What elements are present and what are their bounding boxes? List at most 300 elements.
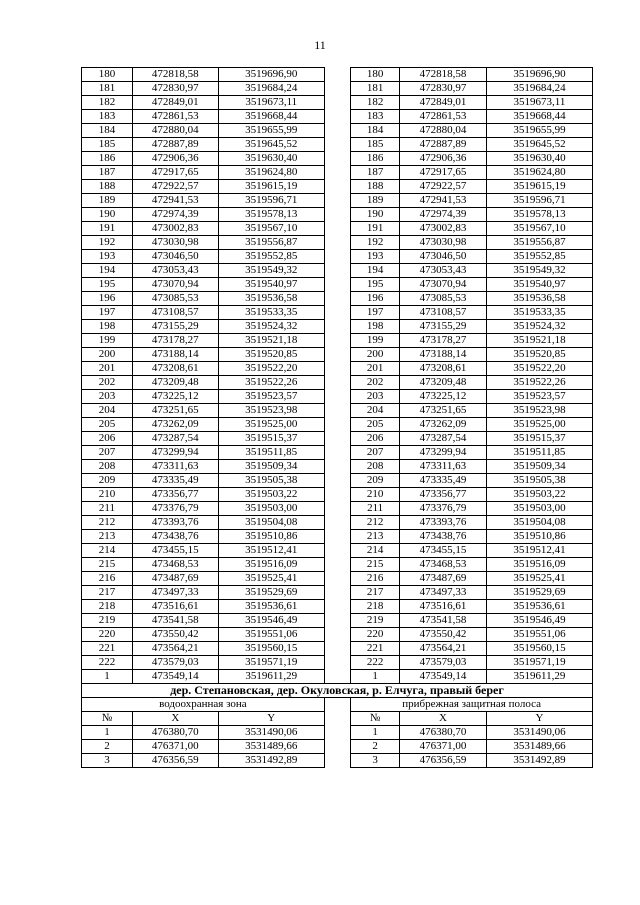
right-point-number: 186 <box>351 152 400 166</box>
right-x-coordinate: 473108,57 <box>400 306 487 320</box>
right-x-coordinate: 473393,76 <box>400 516 487 530</box>
left-point-number: 189 <box>82 194 133 208</box>
left-point-number: 184 <box>82 124 133 138</box>
table-row <box>82 572 593 586</box>
right-point-number: 221 <box>351 642 400 656</box>
left-point-number: 186 <box>82 152 133 166</box>
right-x-coordinate: 473030,98 <box>400 236 487 250</box>
right-point-number: 193 <box>351 250 400 264</box>
left-point-number: 215 <box>82 558 133 572</box>
table-row <box>82 460 593 474</box>
right-point-number: 198 <box>351 320 400 334</box>
right-y-coordinate: 3519536,58 <box>486 292 592 306</box>
column-gap <box>324 656 351 670</box>
right-point-number: 194 <box>351 264 400 278</box>
left-x-coordinate: 476380,70 <box>132 726 218 740</box>
right-x-coordinate: 473299,94 <box>400 446 487 460</box>
table-row <box>82 754 593 768</box>
table-row <box>82 600 593 614</box>
right-x-coordinate: 476371,00 <box>400 740 487 754</box>
left-point-number: 2 <box>82 740 133 754</box>
table-row <box>82 306 593 320</box>
left-point-number: 183 <box>82 110 133 124</box>
left-point-number: 221 <box>82 642 133 656</box>
right-y-coordinate: 3519512,41 <box>486 544 592 558</box>
right-y-coordinate: 3519540,97 <box>486 278 592 292</box>
right-point-number: 217 <box>351 586 400 600</box>
left-x-coordinate: 476356,59 <box>132 754 218 768</box>
left-x-coordinate: 473070,94 <box>132 278 218 292</box>
right-y-coordinate: 3519525,41 <box>486 572 592 586</box>
column-gap <box>324 82 351 96</box>
right-point-number: 213 <box>351 530 400 544</box>
right-point-number: 180 <box>351 68 400 82</box>
right-y-coordinate: 3519504,08 <box>486 516 592 530</box>
right-y-coordinate: 3519684,24 <box>486 82 592 96</box>
column-gap <box>324 292 351 306</box>
left-x-coordinate: 473311,63 <box>132 460 218 474</box>
left-x-coordinate: 473251,65 <box>132 404 218 418</box>
left-y-coordinate: 3519552,85 <box>218 250 324 264</box>
right-x-coordinate: 472941,53 <box>400 194 487 208</box>
column-gap <box>324 194 351 208</box>
right-x-coordinate: 472906,36 <box>400 152 487 166</box>
table-row <box>82 418 593 432</box>
right-y-coordinate: 3519523,98 <box>486 404 592 418</box>
right-x-coordinate: 473311,63 <box>400 460 487 474</box>
left-point-number: 219 <box>82 614 133 628</box>
right-x-coordinate: 472974,39 <box>400 208 487 222</box>
right-x-coordinate: 473188,14 <box>400 348 487 362</box>
right-x-coordinate: 473225,12 <box>400 390 487 404</box>
right-x-coordinate: 473155,29 <box>400 320 487 334</box>
right-y-coordinate: 3519511,85 <box>486 446 592 460</box>
left-point-number: 181 <box>82 82 133 96</box>
left-y-coordinate: 3519673,11 <box>218 96 324 110</box>
right-y-coordinate: 3519549,32 <box>486 264 592 278</box>
column-gap <box>324 264 351 278</box>
left-y-coordinate: 3519512,41 <box>218 544 324 558</box>
column-gap <box>324 362 351 376</box>
left-point-number: 206 <box>82 432 133 446</box>
right-x-coordinate: 472861,53 <box>400 110 487 124</box>
left-y-coordinate: 3519668,44 <box>218 110 324 124</box>
right-point-number: 204 <box>351 404 400 418</box>
table-row <box>82 558 593 572</box>
left-point-number: 194 <box>82 264 133 278</box>
left-x-coordinate: 473178,27 <box>132 334 218 348</box>
left-point-number: 192 <box>82 236 133 250</box>
right-y-coordinate: 3519645,52 <box>486 138 592 152</box>
left-x-coordinate: 473085,53 <box>132 292 218 306</box>
table-row <box>82 166 593 180</box>
left-y-coordinate: 3519684,24 <box>218 82 324 96</box>
right-x-coordinate: 473262,09 <box>400 418 487 432</box>
right-x-coordinate: 473516,61 <box>400 600 487 614</box>
left-x-coordinate: 473356,77 <box>132 488 218 502</box>
right-x-coordinate: 473487,69 <box>400 572 487 586</box>
right-x-coordinate: 472887,89 <box>400 138 487 152</box>
left-point-number: 200 <box>82 348 133 362</box>
left-point-number: 214 <box>82 544 133 558</box>
left-x-coordinate: 472818,58 <box>132 68 218 82</box>
left-x-coordinate: 473188,14 <box>132 348 218 362</box>
right-x-coordinate: 472880,04 <box>400 124 487 138</box>
right-x-coordinate: 473209,48 <box>400 376 487 390</box>
left-y-coordinate: 3519611,29 <box>218 670 324 684</box>
column-gap <box>324 250 351 264</box>
right-y-coordinate: 3519533,35 <box>486 306 592 320</box>
right-point-number: 188 <box>351 180 400 194</box>
column-gap <box>324 208 351 222</box>
left-point-number: 1 <box>82 670 133 684</box>
right-y-coordinate: 3519567,10 <box>486 222 592 236</box>
left-y-coordinate: 3531492,89 <box>218 754 324 768</box>
left-x-coordinate: 473393,76 <box>132 516 218 530</box>
right-x-coordinate: 473356,77 <box>400 488 487 502</box>
right-x-coordinate: 473335,49 <box>400 474 487 488</box>
right-y-coordinate: 3519524,32 <box>486 320 592 334</box>
right-y-coordinate: 3519668,44 <box>486 110 592 124</box>
left-x-coordinate: 473053,43 <box>132 264 218 278</box>
left-point-number: 213 <box>82 530 133 544</box>
right-point-number: 192 <box>351 236 400 250</box>
left-y-coordinate: 3519521,18 <box>218 334 324 348</box>
left-point-number: 3 <box>82 754 133 768</box>
table-row <box>82 446 593 460</box>
right-x-coordinate: 473550,42 <box>400 628 487 642</box>
left-x-coordinate: 472906,36 <box>132 152 218 166</box>
water-protection-zone-label: водоохранная зона <box>82 698 325 712</box>
column-gap <box>324 236 351 250</box>
table-row <box>82 628 593 642</box>
left-point-number: 210 <box>82 488 133 502</box>
right-point-number: 212 <box>351 516 400 530</box>
right-point-number: 183 <box>351 110 400 124</box>
left-y-coordinate: 3519696,90 <box>218 68 324 82</box>
table-row <box>82 544 593 558</box>
right-point-number: 209 <box>351 474 400 488</box>
right-y-coordinate: 3519696,90 <box>486 68 592 82</box>
right-point-number: 220 <box>351 628 400 642</box>
left-point-number: 191 <box>82 222 133 236</box>
right-x-coordinate: 472830,97 <box>400 82 487 96</box>
left-y-coordinate: 3519522,20 <box>218 362 324 376</box>
left-x-coordinate: 473455,15 <box>132 544 218 558</box>
right-point-number: 207 <box>351 446 400 460</box>
left-point-number: 1 <box>82 726 133 740</box>
right-point-number: 219 <box>351 614 400 628</box>
left-point-number: 188 <box>82 180 133 194</box>
table-row <box>82 222 593 236</box>
right-point-number: 215 <box>351 558 400 572</box>
left-y-coordinate: 3519540,97 <box>218 278 324 292</box>
column-gap <box>324 740 351 754</box>
right-point-number: 189 <box>351 194 400 208</box>
right-point-number: 210 <box>351 488 400 502</box>
right-y-coordinate: 3519521,18 <box>486 334 592 348</box>
left-point-number: 209 <box>82 474 133 488</box>
column-gap <box>324 698 351 712</box>
section-title: дер. Степановская, дер. Окуловская, р. Елчуга, правый берег <box>82 684 593 698</box>
right-point-number: 202 <box>351 376 400 390</box>
left-x-coordinate: 473335,49 <box>132 474 218 488</box>
right-y-coordinate: 3519503,22 <box>486 488 592 502</box>
table-row <box>82 642 593 656</box>
table-row <box>82 362 593 376</box>
right-y-coordinate: 3519515,37 <box>486 432 592 446</box>
right-y-coordinate: 3519655,99 <box>486 124 592 138</box>
left-x-coordinate: 473516,61 <box>132 600 218 614</box>
left-point-number: 193 <box>82 250 133 264</box>
column-gap <box>324 544 351 558</box>
left-point-number: 187 <box>82 166 133 180</box>
column-gap <box>324 180 351 194</box>
right-point-number: 196 <box>351 292 400 306</box>
table-row <box>82 390 593 404</box>
column-gap <box>324 754 351 768</box>
left-y-coordinate: 3519516,09 <box>218 558 324 572</box>
column-gap <box>324 460 351 474</box>
column-gap <box>324 600 351 614</box>
column-gap <box>324 222 351 236</box>
table-row <box>82 502 593 516</box>
right-y-coordinate: 3531489,66 <box>486 740 592 754</box>
right-x-coordinate: 473438,76 <box>400 530 487 544</box>
right-point-number: 200 <box>351 348 400 362</box>
header-x: X <box>132 712 218 726</box>
right-x-coordinate: 472849,01 <box>400 96 487 110</box>
right-y-coordinate: 3519615,19 <box>486 180 592 194</box>
right-y-coordinate: 3519509,34 <box>486 460 592 474</box>
right-x-coordinate: 473070,94 <box>400 278 487 292</box>
left-x-coordinate: 472887,89 <box>132 138 218 152</box>
left-x-coordinate: 473579,03 <box>132 656 218 670</box>
section-title-row <box>82 684 593 698</box>
right-x-coordinate: 473085,53 <box>400 292 487 306</box>
left-x-coordinate: 473155,29 <box>132 320 218 334</box>
right-point-number: 3 <box>351 754 400 768</box>
column-gap <box>324 320 351 334</box>
left-y-coordinate: 3519524,32 <box>218 320 324 334</box>
table-row <box>82 586 593 600</box>
column-gap <box>324 572 351 586</box>
table-row <box>82 348 593 362</box>
left-x-coordinate: 473497,33 <box>132 586 218 600</box>
right-x-coordinate: 473251,65 <box>400 404 487 418</box>
table-row <box>82 334 593 348</box>
right-y-coordinate: 3519520,85 <box>486 348 592 362</box>
right-y-coordinate: 3519525,00 <box>486 418 592 432</box>
table-row <box>82 614 593 628</box>
left-y-coordinate: 3519510,86 <box>218 530 324 544</box>
left-y-coordinate: 3519546,49 <box>218 614 324 628</box>
right-y-coordinate: 3519560,15 <box>486 642 592 656</box>
section-body <box>82 684 593 768</box>
left-x-coordinate: 473046,50 <box>132 250 218 264</box>
column-gap <box>324 68 351 82</box>
right-x-coordinate: 473455,15 <box>400 544 487 558</box>
zone-header-row <box>82 698 593 712</box>
column-gap <box>324 278 351 292</box>
left-x-coordinate: 473225,12 <box>132 390 218 404</box>
left-y-coordinate: 3519536,58 <box>218 292 324 306</box>
right-y-coordinate: 3519611,29 <box>486 670 592 684</box>
left-x-coordinate: 473468,53 <box>132 558 218 572</box>
right-point-number: 199 <box>351 334 400 348</box>
left-point-number: 217 <box>82 586 133 600</box>
left-x-coordinate: 473208,61 <box>132 362 218 376</box>
right-point-number: 218 <box>351 600 400 614</box>
left-point-number: 196 <box>82 292 133 306</box>
table-row <box>82 236 593 250</box>
right-point-number: 208 <box>351 460 400 474</box>
page-number: 11 <box>314 38 326 52</box>
coordinates-body <box>82 68 593 684</box>
column-gap <box>324 390 351 404</box>
right-point-number: 205 <box>351 418 400 432</box>
left-point-number: 203 <box>82 390 133 404</box>
column-gap <box>324 166 351 180</box>
right-x-coordinate: 473178,27 <box>400 334 487 348</box>
left-y-coordinate: 3519556,87 <box>218 236 324 250</box>
column-gap <box>324 628 351 642</box>
right-y-coordinate: 3519578,13 <box>486 208 592 222</box>
column-gap <box>324 516 351 530</box>
right-y-coordinate: 3531490,06 <box>486 726 592 740</box>
right-point-number: 191 <box>351 222 400 236</box>
right-x-coordinate: 473046,50 <box>400 250 487 264</box>
table-row <box>82 110 593 124</box>
right-point-number: 184 <box>351 124 400 138</box>
right-point-number: 203 <box>351 390 400 404</box>
left-y-coordinate: 3519560,15 <box>218 642 324 656</box>
table-row <box>82 516 593 530</box>
right-point-number: 187 <box>351 166 400 180</box>
table-row <box>82 740 593 754</box>
right-x-coordinate: 473002,83 <box>400 222 487 236</box>
column-gap <box>324 138 351 152</box>
right-y-coordinate: 3519522,20 <box>486 362 592 376</box>
column-gap <box>324 488 351 502</box>
left-x-coordinate: 472941,53 <box>132 194 218 208</box>
left-y-coordinate: 3519571,19 <box>218 656 324 670</box>
table-row <box>82 432 593 446</box>
table-row <box>82 68 593 82</box>
left-y-coordinate: 3519523,57 <box>218 390 324 404</box>
column-gap <box>324 152 351 166</box>
right-x-coordinate: 473468,53 <box>400 558 487 572</box>
left-point-number: 185 <box>82 138 133 152</box>
right-x-coordinate: 473564,21 <box>400 642 487 656</box>
column-gap <box>324 110 351 124</box>
table-row <box>82 264 593 278</box>
left-x-coordinate: 473030,98 <box>132 236 218 250</box>
table-row <box>82 278 593 292</box>
left-x-coordinate: 472830,97 <box>132 82 218 96</box>
right-y-coordinate: 3531492,89 <box>486 754 592 768</box>
right-y-coordinate: 3519510,86 <box>486 530 592 544</box>
left-point-number: 190 <box>82 208 133 222</box>
left-y-coordinate: 3519504,08 <box>218 516 324 530</box>
right-point-number: 195 <box>351 278 400 292</box>
left-point-number: 195 <box>82 278 133 292</box>
column-gap <box>324 502 351 516</box>
column-header-row <box>82 712 593 726</box>
left-point-number: 222 <box>82 656 133 670</box>
column-gap <box>324 726 351 740</box>
right-y-coordinate: 3519546,49 <box>486 614 592 628</box>
left-x-coordinate: 473108,57 <box>132 306 218 320</box>
column-gap <box>324 418 351 432</box>
table-row <box>82 376 593 390</box>
table-row <box>82 320 593 334</box>
left-y-coordinate: 3519505,38 <box>218 474 324 488</box>
left-point-number: 202 <box>82 376 133 390</box>
right-x-coordinate: 473287,54 <box>400 432 487 446</box>
right-y-coordinate: 3519551,06 <box>486 628 592 642</box>
left-y-coordinate: 3519624,80 <box>218 166 324 180</box>
right-point-number: 182 <box>351 96 400 110</box>
left-point-number: 182 <box>82 96 133 110</box>
left-x-coordinate: 473299,94 <box>132 446 218 460</box>
right-y-coordinate: 3519516,09 <box>486 558 592 572</box>
right-y-coordinate: 3519552,85 <box>486 250 592 264</box>
right-point-number: 197 <box>351 306 400 320</box>
left-point-number: 220 <box>82 628 133 642</box>
table-row <box>82 404 593 418</box>
right-x-coordinate: 473497,33 <box>400 586 487 600</box>
column-gap <box>324 712 351 726</box>
left-x-coordinate: 473549,14 <box>132 670 218 684</box>
right-x-coordinate: 473208,61 <box>400 362 487 376</box>
left-point-number: 180 <box>82 68 133 82</box>
left-x-coordinate: 472861,53 <box>132 110 218 124</box>
right-point-number: 181 <box>351 82 400 96</box>
right-x-coordinate: 473549,14 <box>400 670 487 684</box>
right-y-coordinate: 3519523,57 <box>486 390 592 404</box>
right-y-coordinate: 3519596,71 <box>486 194 592 208</box>
left-y-coordinate: 3519520,85 <box>218 348 324 362</box>
left-point-number: 212 <box>82 516 133 530</box>
column-gap <box>324 586 351 600</box>
table-row <box>82 82 593 96</box>
left-y-coordinate: 3519549,32 <box>218 264 324 278</box>
left-x-coordinate: 473287,54 <box>132 432 218 446</box>
left-point-number: 211 <box>82 502 133 516</box>
column-gap <box>324 306 351 320</box>
right-y-coordinate: 3519630,40 <box>486 152 592 166</box>
column-gap <box>324 474 351 488</box>
left-x-coordinate: 473487,69 <box>132 572 218 586</box>
left-y-coordinate: 3519615,19 <box>218 180 324 194</box>
right-y-coordinate: 3519505,38 <box>486 474 592 488</box>
left-y-coordinate: 3519536,61 <box>218 600 324 614</box>
column-gap <box>324 404 351 418</box>
left-y-coordinate: 3531489,66 <box>218 740 324 754</box>
right-point-number: 211 <box>351 502 400 516</box>
left-point-number: 201 <box>82 362 133 376</box>
table-row <box>82 656 593 670</box>
left-y-coordinate: 3531490,06 <box>218 726 324 740</box>
right-y-coordinate: 3519529,69 <box>486 586 592 600</box>
right-y-coordinate: 3519536,61 <box>486 600 592 614</box>
right-y-coordinate: 3519571,19 <box>486 656 592 670</box>
left-x-coordinate: 473438,76 <box>132 530 218 544</box>
left-point-number: 208 <box>82 460 133 474</box>
right-x-coordinate: 472917,65 <box>400 166 487 180</box>
left-point-number: 218 <box>82 600 133 614</box>
